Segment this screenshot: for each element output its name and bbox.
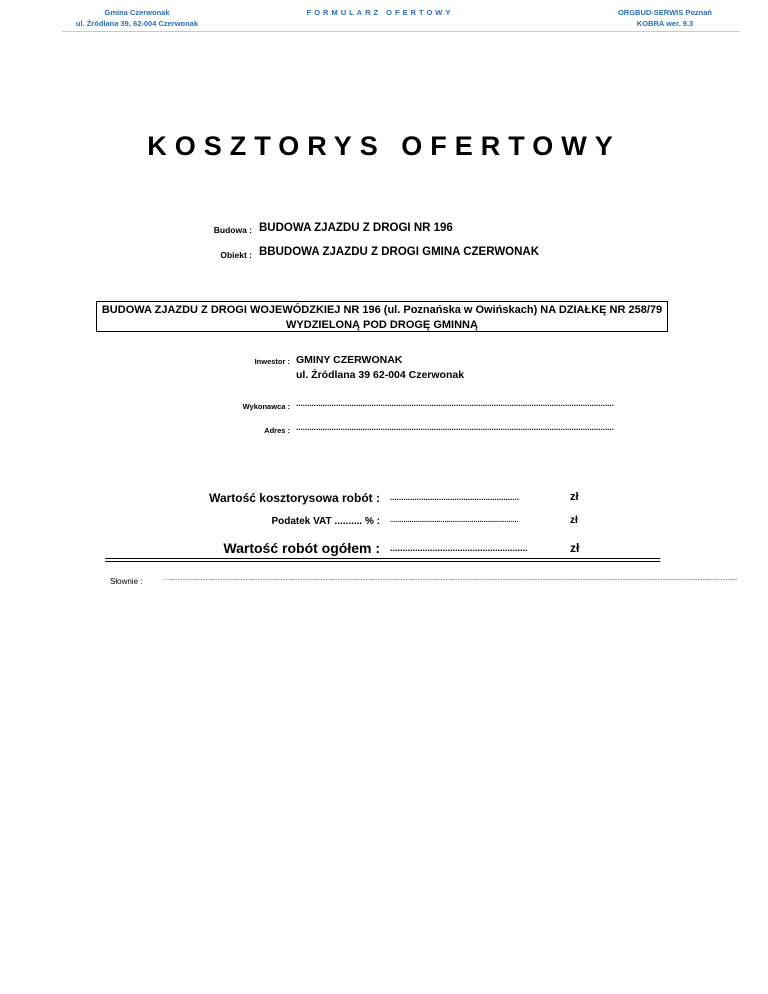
estimated-value-currency: zł <box>570 491 579 503</box>
estimated-value-field: .......................................................... <box>390 493 519 502</box>
header-right-line1: ORGBUD-SERWIS Poznań <box>617 8 713 17</box>
header-left-line1: Gmina Czerwonak <box>104 8 170 17</box>
inwestor-name: GMINY CZERWONAK <box>296 354 403 366</box>
header-divider <box>62 31 740 32</box>
total-value-label: Wartość robót ogółem : <box>223 540 380 556</box>
header-right-line2: KOBRA wer. 9.3 <box>636 19 694 28</box>
summary-rule-bottom <box>105 561 660 562</box>
project-description-line2: WYDZIELONĄ POD DROGĘ GMINNĄ <box>286 319 478 331</box>
inwestor-label: Inwestor : <box>254 357 290 366</box>
slownie-field: ........................................................................................................................................................................................................................................................................................................................................................ <box>164 576 738 582</box>
inwestor-address: ul. Źródlana 39 62-004 Czerwonak <box>296 369 465 381</box>
wykonawca-label: Wykonawca : <box>242 402 290 411</box>
project-description-box <box>96 301 668 332</box>
header-center: FORMULARZ OFERTOWY <box>306 8 454 17</box>
slownie-label: Słownie : <box>110 577 143 586</box>
project-description-line1: BUDOWA ZJAZDU Z DROGI WOJEWÓDZKIEJ NR 196 (ul. Poznańska w Owińskach) NA DZIAŁKĘ NR 258/79 <box>101 304 663 316</box>
inwestor-block <box>296 353 464 383</box>
page-title: KOSZTORYS OFERTOWY <box>147 131 621 161</box>
budowa-value: BUDOWA ZJAZDU Z DROGI NR 196 <box>259 222 453 234</box>
header-left <box>62 7 212 29</box>
wykonawca-field: ............................................................................................................................................... <box>296 399 614 408</box>
budowa-label: Budowa : <box>213 225 252 235</box>
header-left-line2: ul. Źródlana 39, 62-004 Czerwonak <box>75 19 199 28</box>
adres-field: ............................................................................................................................................... <box>296 423 614 432</box>
obiekt-value: BBUDOWA ZJAZDU Z DROGI GMINA CZERWONAK <box>259 246 540 258</box>
header-right <box>590 7 740 29</box>
vat-currency: zł <box>570 515 578 526</box>
summary-rule-top <box>105 558 660 559</box>
total-value-currency: zł <box>570 541 580 555</box>
vat-field: .................................................................. <box>390 517 519 524</box>
adres-label: Adres : <box>264 426 290 435</box>
obiekt-label: Obiekt : <box>220 250 252 260</box>
estimated-value-label: Wartość kosztorysowa robót : <box>209 491 380 505</box>
vat-label: Podatek VAT .......... % : <box>271 516 380 527</box>
total-value-field: ....................................................... <box>390 543 528 553</box>
